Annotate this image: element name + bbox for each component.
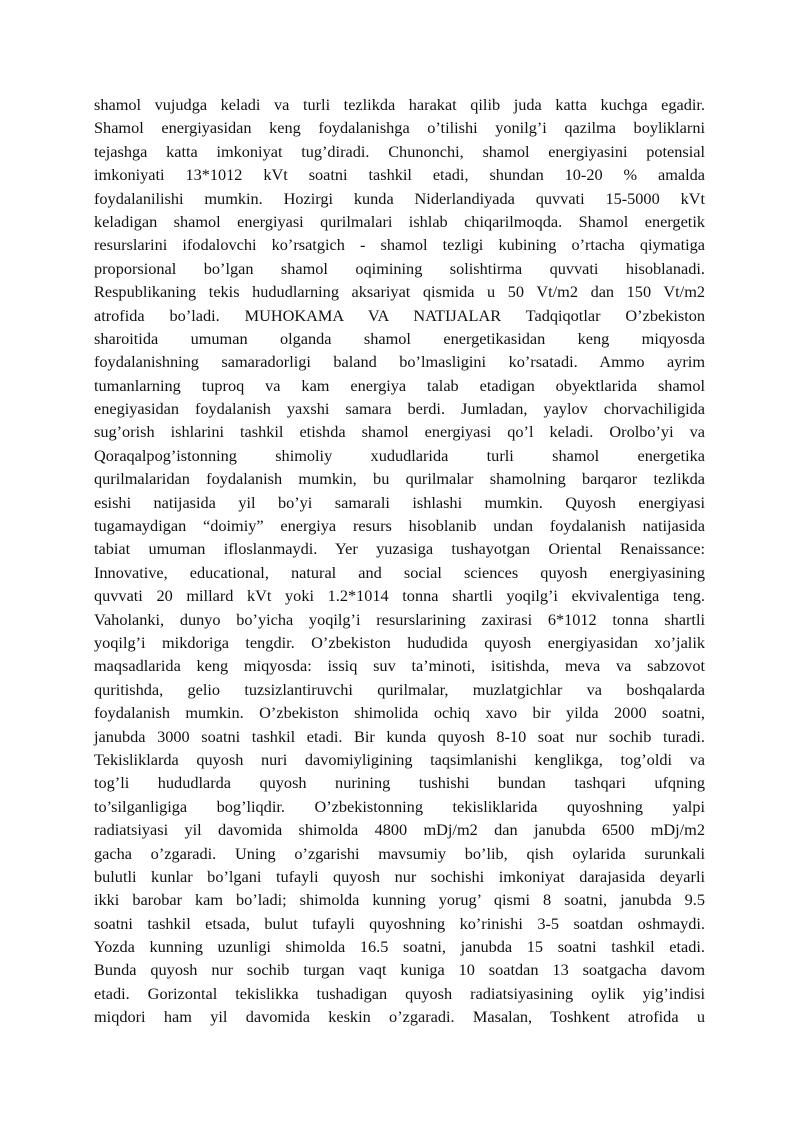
text-line: Bunda quyosh nur sochib turgan vaqt kuniga 10 soatdan 13 soatgacha davom <box>94 960 705 980</box>
text-line: sharoitida umuman olganda shamol energetikasidan keng miqyosda <box>94 328 705 348</box>
text-line: foydalanish mumkin. O’zbekiston shimolida ochiq xavo bir yilda 2000 soatni, <box>94 703 705 723</box>
text-line: enegiyasidan foydalanish yaxshi samara berdi. Jumladan, yaylov chorvachiligida <box>94 399 705 419</box>
text-line: qurilmalaridan foydalanish mumkin, bu qurilmalar shamolning barqaror tezlikda <box>94 469 705 489</box>
text-line: ikki barobar kam bo’ladi; shimolda kunning yorug’ qismi 8 soatni, janubda 9.5 <box>94 890 705 910</box>
text-line: tumanlarning tuproq va kam energiya talab etadigan obyektlarida shamol <box>94 375 705 395</box>
text-line: atrofida bo’ladi. MUHOKAMA VA NATIJALAR Tadqiqotlar O’zbekiston <box>94 305 705 325</box>
text-line: tejashga katta imkoniyat tug’diradi. Chunonchi, shamol energiyasini potensial <box>94 141 705 161</box>
text-line: Qoraqalpog’istonning shimoliy xududlarida turli shamol energetika <box>94 445 705 465</box>
text-line: Yozda kunning uzunligi shimolda 16.5 soatni, janubda 15 soatni tashkil etadi. <box>94 937 705 957</box>
text-line: proporsional bo’lgan shamol oqimining solishtirma quvvati hisoblanadi. <box>94 258 705 278</box>
text-line: quritishda, gelio tuzsizlantiruvchi qurilmalar, muzlatgichlar va boshqalarda <box>94 679 705 699</box>
text-line: quvvati 20 millard kVt yoki 1.2*1014 tonna shartli yoqilg’i ekvivalentiga teng. <box>94 586 705 606</box>
text-line: Respublikaning tekis hududlarning aksariyat qismida u 50 Vt/m2 dan 150 Vt/m2 <box>94 282 705 302</box>
text-line: Innovative, educational, natural and social sciences quyosh energiyasining <box>94 562 705 582</box>
text-line: Shamol energiyasidan keng foydalanishga o’tilishi yonilg’i qazilma boyliklarni <box>94 118 705 138</box>
text-line: soatni tashkil etsada, bulut tufayli quyoshning ko’rinishi 3-5 soatdan oshmaydi. <box>94 913 705 933</box>
text-line: Vaholanki, dunyo bo’yicha yoqilg’i resurslarining zaxirasi 6*1012 tonna shartli <box>94 609 705 629</box>
text-line: tabiat umuman ifloslanmaydi. Yer yuzasiga tushayotgan Oriental Renaissance: <box>94 539 705 559</box>
text-line: shamol vujudga keladi va turli tezlikda harakat qilib juda katta kuchga egadir. <box>94 95 705 114</box>
text-line: tog’li hududlarda quyosh nurining tushishi bundan tashqari ufqning <box>94 773 705 793</box>
text-line: sug’orish ishlarini tashkil etishda shamol energiyasi qo’l keladi. Orolbo’yi va <box>94 422 705 442</box>
text-line: imkoniyati 13*1012 kVt soatni tashkil etadi, shundan 10-20 % amalda <box>94 165 705 185</box>
text-line: foydalanishning samaradorligi baland bo’lmasligini ko’rsatadi. Ammo ayrim <box>94 352 705 372</box>
text-line: maqsadlarida keng miqyosda: issiq suv ta’minoti, isitishda, meva va sabzovot <box>94 656 705 676</box>
text-line: miqdori ham yil davomida keskin o’zgaradi. Masalan, Toshkent atrofida u <box>94 1007 705 1027</box>
text-line: foydalanilishi mumkin. Hozirgi kunda Niderlandiyada quvvati 15-5000 kVt <box>94 188 705 208</box>
text-line: etadi. Gorizontal tekislikka tushadigan quyosh radiatsiyasining oylik yig’indisi <box>94 983 705 1003</box>
text-line: yoqilg’i mikdoriga tengdir. O’zbekiston hududida quyosh energiyasidan xo’jalik <box>94 632 705 652</box>
text-line: gacha o’zgaradi. Uning o’zgarishi mavsumiy bo’lib, qish oylarida surunkali <box>94 843 705 863</box>
text-line: bulutli kunlar bo’lgani tufayli quyosh nur sochishi imkoniyat darajasida deyarli <box>94 866 705 886</box>
text-line: keladigan shamol energiyasi qurilmalari ishlab chiqarilmoqda. Shamol energetik <box>94 211 705 231</box>
text-line: Tekisliklarda quyosh nuri davomiyligining taqsimlanishi kenglikga, tog’oldi va <box>94 749 705 769</box>
text-line: radiatsiyasi yil davomida shimolda 4800 mDj/m2 dan janubda 6500 mDj/m2 <box>94 820 705 840</box>
document-body <box>94 93 705 1029</box>
text-line: tugamaydigan “doimiy” energiya resurs hisoblanib undan foydalanish natijasida <box>94 516 705 536</box>
text-line: to’silganligiga bog’liqdir. O’zbekistonning tekisliklarida quyoshning yalpi <box>94 796 705 816</box>
text-line: esishi natijasida yil bo’yi samarali ishlashi mumkin. Quyosh energiyasi <box>94 492 705 512</box>
text-line: janubda 3000 soatni tashkil etadi. Bir kunda quyosh 8-10 soat nur sochib turadi. <box>94 726 705 746</box>
text-line: resurslarini ifodalovchi ko’rsatgich - shamol tezligi kubining o’rtacha qiymatiga <box>94 235 705 255</box>
